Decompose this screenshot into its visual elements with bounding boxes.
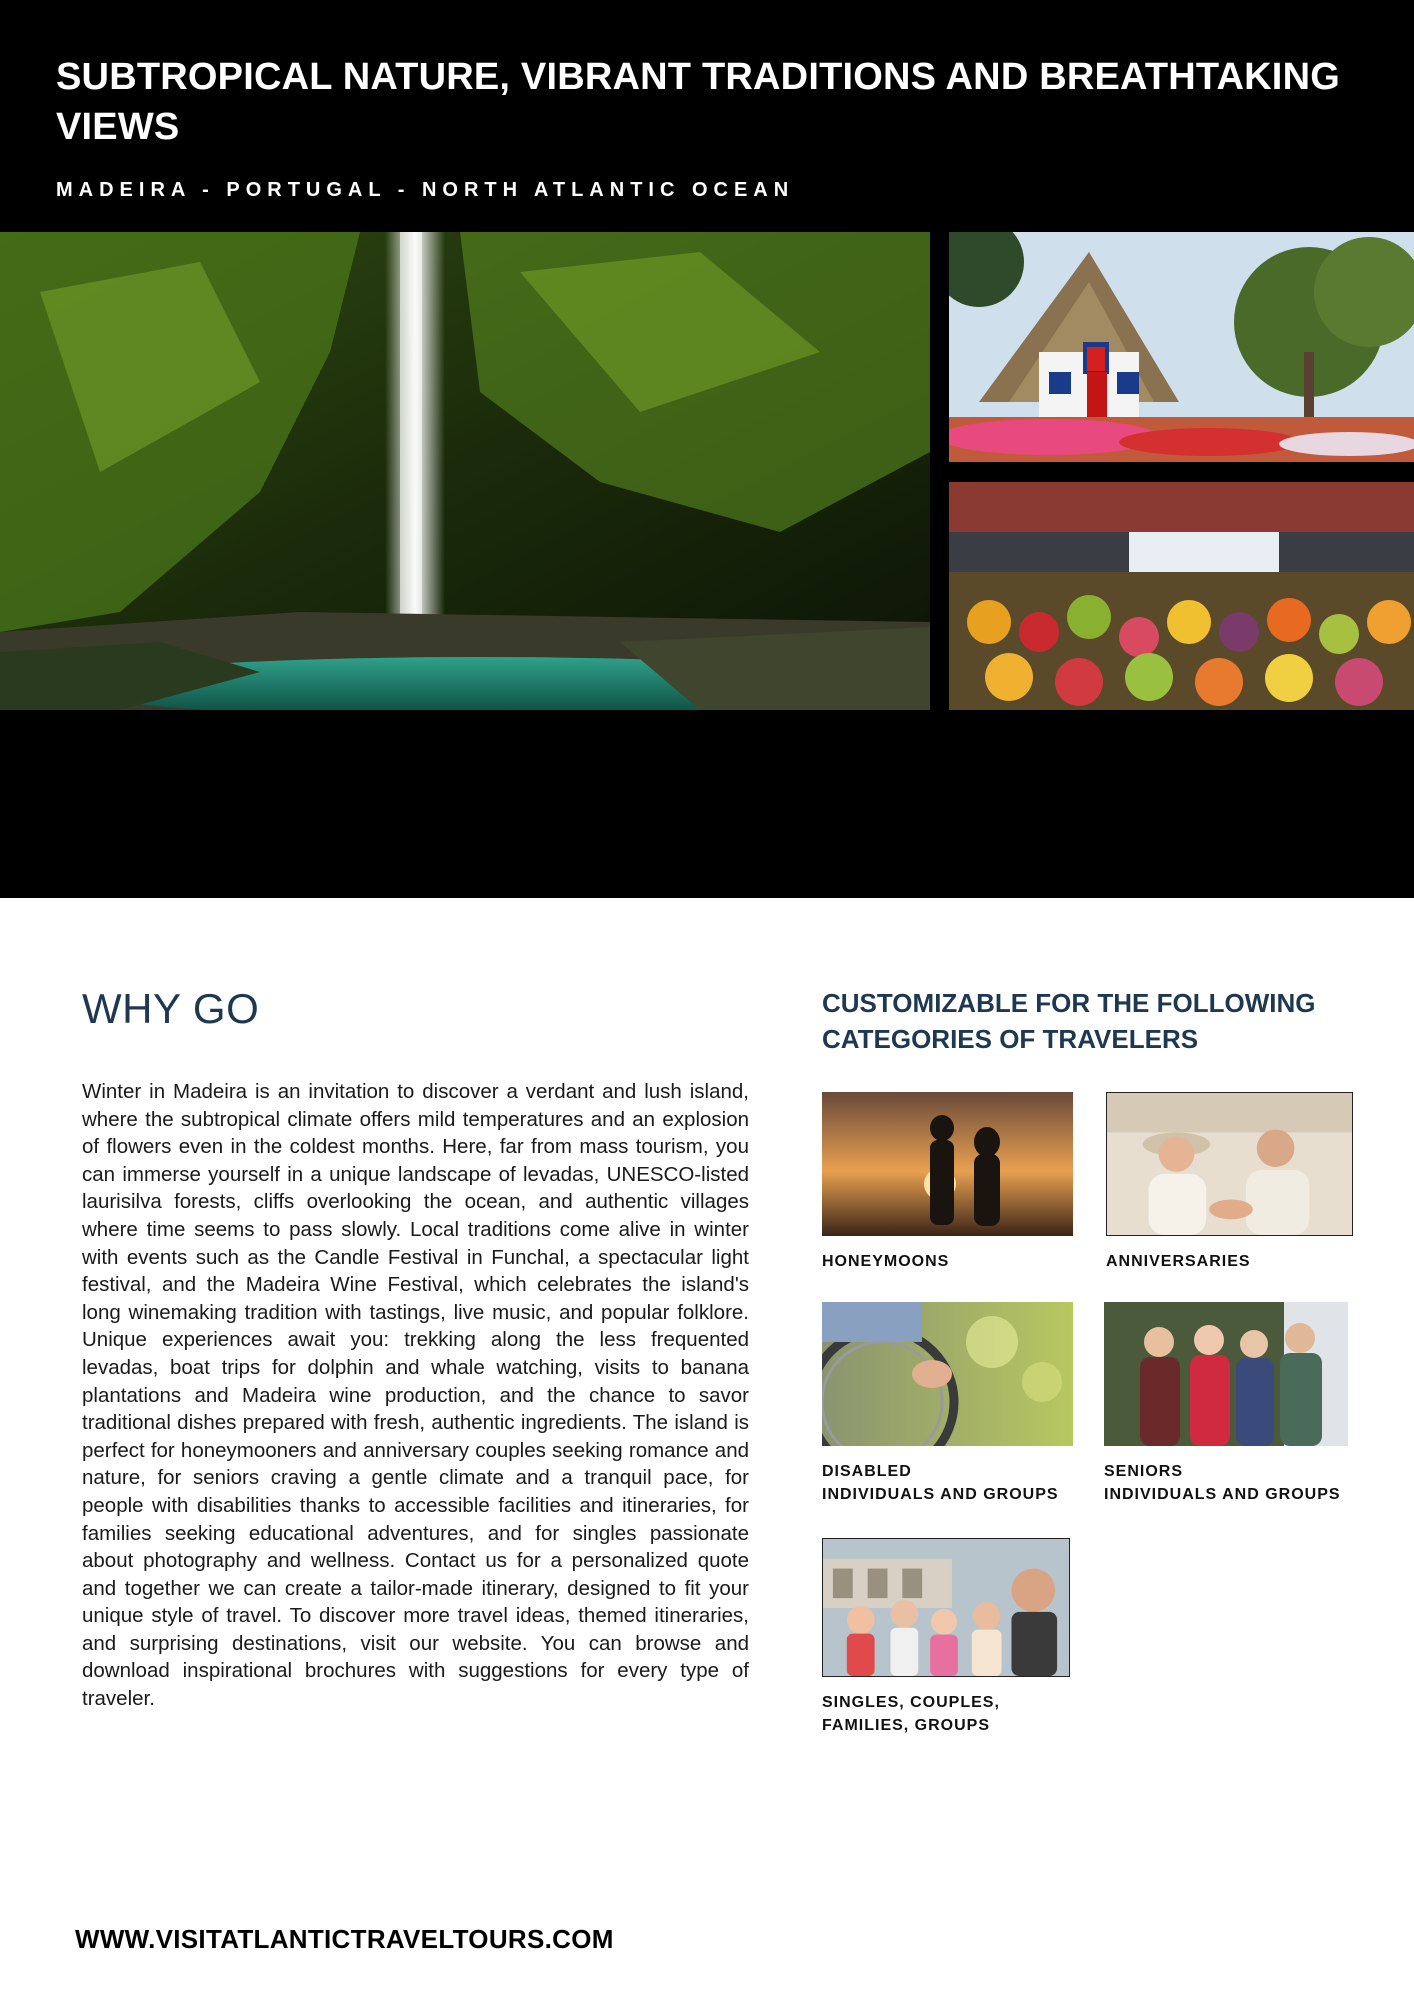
category-seniors-label: SENIORS INDIVIDUALS AND GROUPS xyxy=(1104,1463,1341,1503)
anniversaries-photo xyxy=(1106,1092,1353,1236)
disabled-travelers-photo xyxy=(822,1302,1073,1446)
why-go-body: Winter in Madeira is an invitation to discover a verdant and lush island, where the subtropical climate offers mild temperatures and an explosion of flowers even in the coldest months. Here, far from mass tourism, you can immerse yourself in a unique landscape of levadas, UNESCO-listed laurisilva forests, cliffs overlooking the ocean, and authentic villages where time seems to pass slowly. Local traditions come alive in winter with events such as the Candle Festival in Funchal, a spectacular light festival, and the Madeira Wine Festival, which celebrates the island's long winemaking tradition with tastings, live music, and popular folklore. Unique experiences await you: trekking along the less frequented levadas, boat trips for dolphin and whale watching, visits to banana plantations and Madeira wine production, and the chance to savor traditional dishes prepared with fresh, authentic ingredients. The island is perfect for honeymooners and anniversary couples seeking romance and nature, for seniors craving a gentle climate and a tranquil pace, for people with disabilities thanks to accessible facilities and itineraries, for families seeking educational adventures, and for singles passionate about photography and wellness. Contact us for a personalized quote and together we can create a tailor-made itinerary, designed to fit your unique style of travel. To discover more travel ideas, themed itineraries, and surprising destinations, visit our website. You can browse and download inspirational brochures with suggestions for every type of traveler. xyxy=(82,1080,749,1711)
hero-subtitle: MADEIRA - PORTUGAL - NORTH ATLANTIC OCEAN xyxy=(56,179,795,201)
hero-title: SUBTROPICAL NATURE, VIBRANT TRADITIONS AND BREATHTAKING VIEWS xyxy=(56,56,1340,148)
why-go-heading: WHY GO xyxy=(82,985,260,1032)
singles-families-photo xyxy=(822,1538,1070,1677)
category-anniversaries-label: ANNIVERSARIES xyxy=(1106,1253,1251,1270)
categories-heading: CUSTOMIZABLE FOR THE FOLLOWING CATEGORIES OF TRAVELERS xyxy=(822,988,1316,1054)
website-url[interactable]: WWW.VISITATLANTICTRAVELTOURS.COM xyxy=(75,1924,614,1954)
traditional-house-photo xyxy=(949,232,1414,462)
category-singles-families-label: SINGLES, COUPLES, FAMILIES, GROUPS xyxy=(822,1694,1000,1734)
waterfall-photo xyxy=(0,232,930,710)
category-disabled-label: DISABLED INDIVIDUALS AND GROUPS xyxy=(822,1463,1059,1503)
honeymoons-photo xyxy=(822,1092,1073,1236)
seniors-photo xyxy=(1104,1302,1348,1446)
hero-banner xyxy=(0,0,1414,898)
fruit-market-photo xyxy=(949,482,1414,710)
category-honeymoons-label: HONEYMOONS xyxy=(822,1253,950,1270)
